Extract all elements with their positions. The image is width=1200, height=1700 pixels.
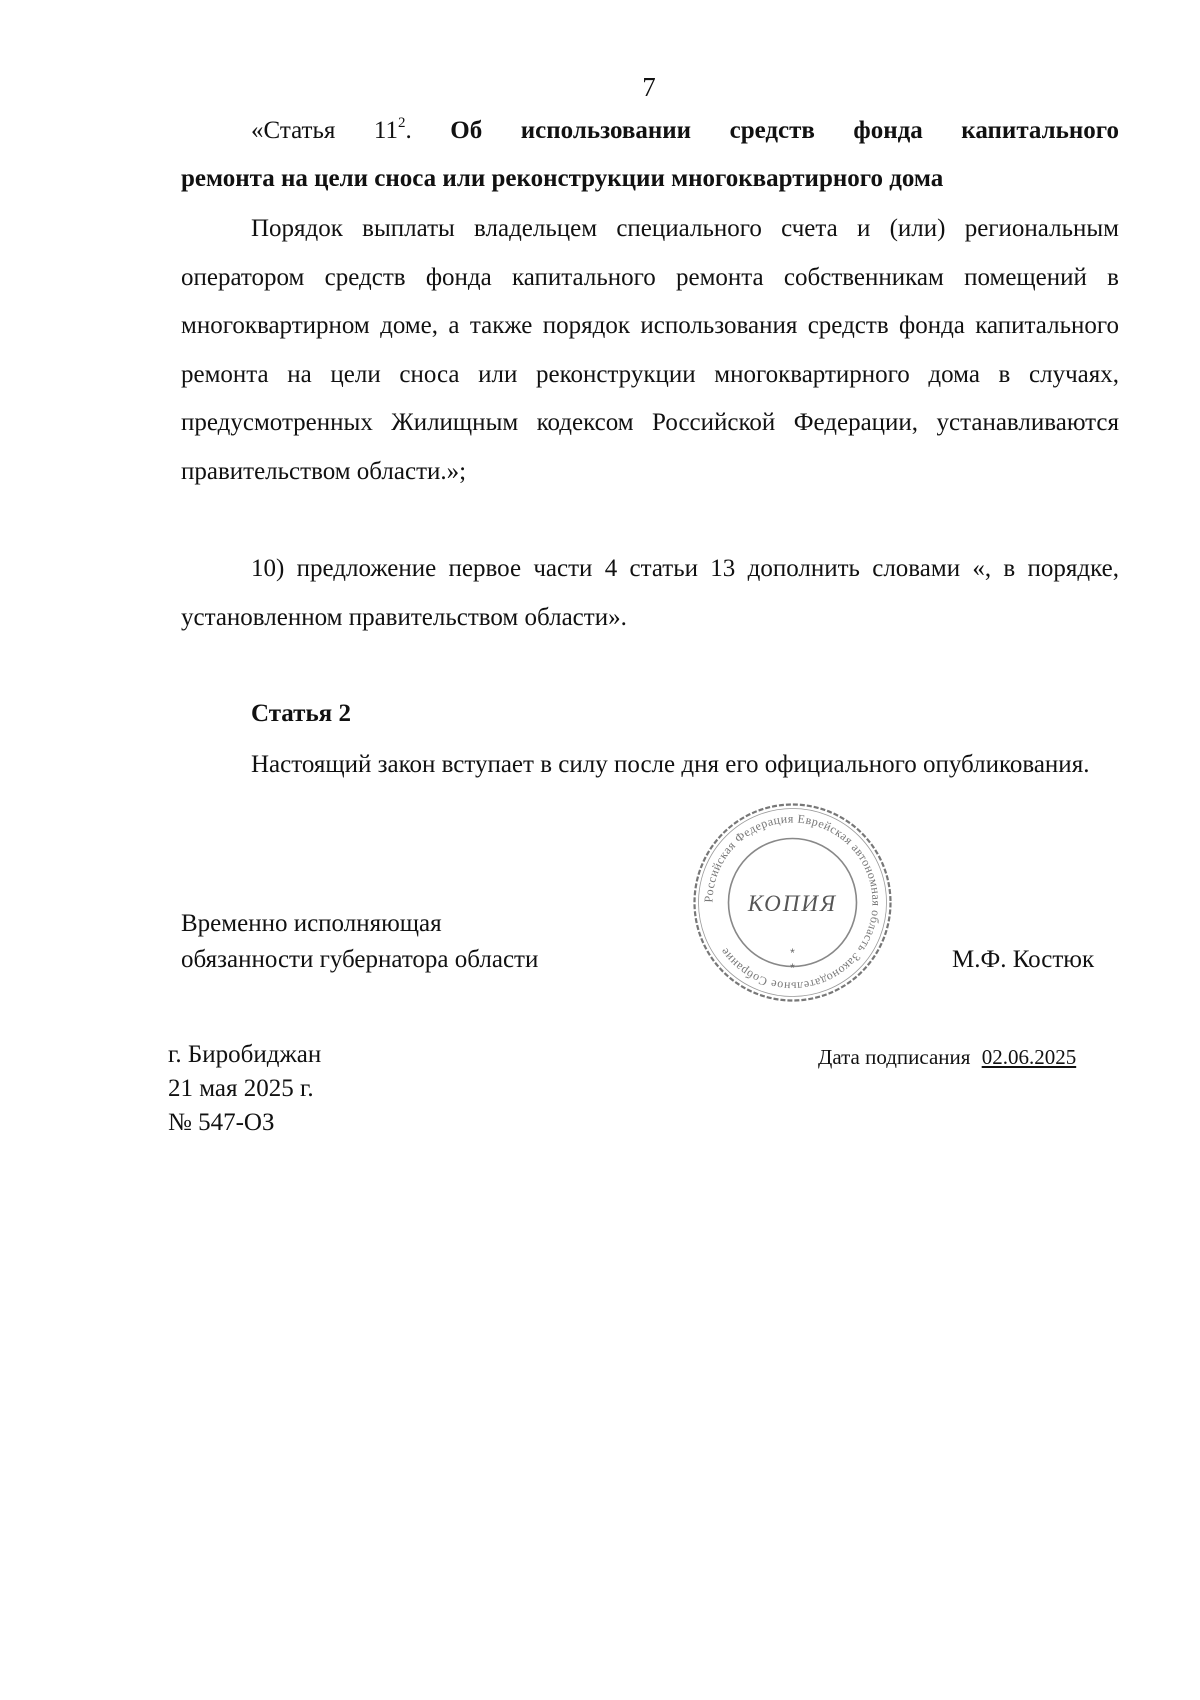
law-number: № 547-ОЗ bbox=[168, 1109, 275, 1136]
item-10-paragraph: 10) предложение первое части 4 статьи 13 дополнить словами «, в порядке, установленном правительством области». bbox=[181, 555, 1119, 631]
svg-text:Российская Федерация Еврейская: Российская Федерация Еврейская автономная область Законодательное Собрание bbox=[701, 811, 884, 994]
article-11-2-body: Порядок выплаты владельцем специального счета и (или) региональным оператором средств фонда капитального ремонта собственникам помещений в многоквартирном доме, а также порядок использования средств фонда капитального ремонта на цели сноса или реконструкции многоквартирного дома в случаях, предусмотренных Жилищным кодексом Российской Федерации, устанавливаются правительством области.»; bbox=[181, 215, 1119, 485]
svg-text:*: * bbox=[790, 961, 795, 975]
article-2-heading: Статья 2 bbox=[251, 700, 351, 727]
article-2-body: Настоящий закон вступает в силу после дня его официального опубликования. bbox=[251, 751, 1090, 778]
signing-date-label: Дата подписания bbox=[818, 1045, 971, 1069]
article-11-2-prefix: «Статья 11 bbox=[251, 117, 398, 144]
article-11-2-title-line2: ремонта на цели сноса или реконструкции многоквартирного дома bbox=[181, 165, 944, 192]
signature-position-line1: Временно исполняющая bbox=[181, 910, 442, 937]
article-11-2-dot: . bbox=[405, 117, 412, 144]
signing-date-value: 02.06.2025 bbox=[981, 1045, 1077, 1069]
article-11-2-superscript: 2 bbox=[397, 115, 406, 131]
place-date-number bbox=[168, 1038, 321, 1140]
place-date: 21 мая 2025 г. bbox=[168, 1075, 314, 1102]
svg-text:КОПИЯ: КОПИЯ bbox=[747, 891, 838, 916]
page-number: 7 bbox=[642, 72, 656, 102]
signing-date bbox=[818, 1040, 1076, 1074]
article-11-2-heading bbox=[181, 107, 1119, 159]
signatory-name: М.Ф. Костюк bbox=[952, 946, 1095, 973]
article-11-2-title-line1: Об использовании средств фонда капитального bbox=[450, 117, 1119, 144]
svg-text:*: * bbox=[790, 946, 795, 960]
signature-position bbox=[181, 906, 538, 978]
signature-position-line2: обязанности губернатора области bbox=[181, 946, 539, 973]
place-city: г. Биробиджан bbox=[168, 1041, 322, 1068]
official-seal-stamp bbox=[690, 800, 895, 1005]
